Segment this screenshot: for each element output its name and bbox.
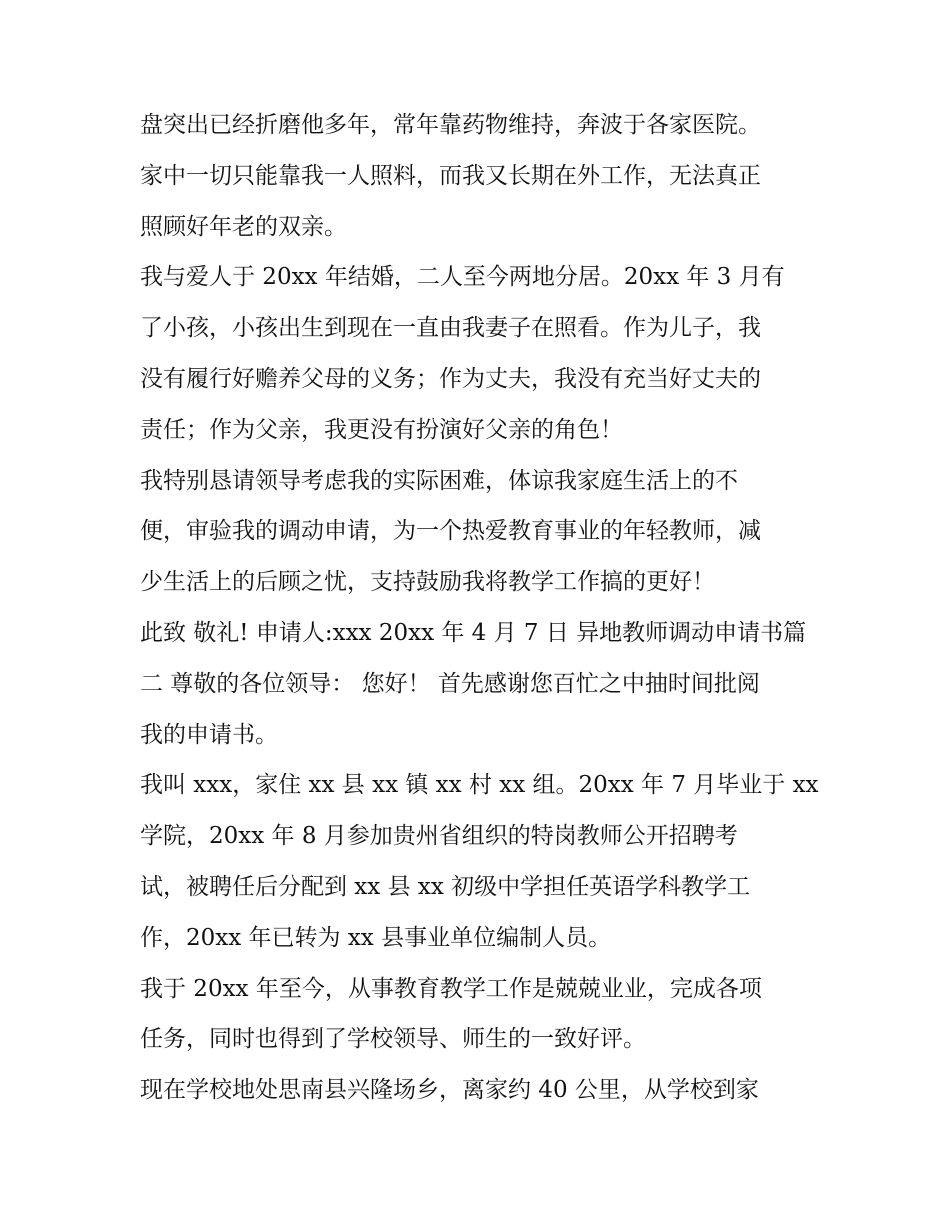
text-line: 作，20xx 年已转为 xx 县事业单位编制人员。: [140, 924, 612, 951]
text-line: 学院，20xx 年 8 月参加贵州省组织的特岗教师公开招聘考: [140, 823, 738, 850]
text-line: 我与爱人于 20xx 年结婚，二人至今两地分居。20xx 年 3 月有: [140, 264, 785, 291]
text-line: 任务，同时也得到了学校领导、师生的一致好评。: [140, 1026, 646, 1053]
text-line: 少生活上的后顾之忧，支持鼓励我将教学工作搞的更好！: [140, 569, 715, 596]
text-line: 家中一切只能靠我一人照料，而我又长期在外工作，无法真正: [140, 162, 761, 189]
text-line: 试，被聘任后分配到 xx 县 xx 初级中学担任英语学科教学工: [140, 873, 751, 900]
text-line: 没有履行好赡养父母的义务；作为丈夫，我没有充当好丈夫的: [140, 365, 761, 392]
text-line: 了小孩，小孩出生到现在一直由我妻子在照看。作为儿子，我: [140, 315, 761, 342]
text-line: 此致 敬礼! 申请人:xxx 20xx 年 4 月 7 日 异地教师调动申请书篇: [140, 619, 807, 646]
text-line: 我于 20xx 年至今，从事教育教学工作是兢兢业业，完成各项: [140, 975, 762, 1002]
text-line: 我叫 xxx，家住 xx 县 xx 镇 xx 村 xx 组。20xx 年 7 月毕业于 xx: [140, 772, 819, 799]
text-line: 照顾好年老的双亲。: [140, 213, 347, 240]
text-line: 便，审验我的调动申请，为一个热爱教育事业的年轻教师，减: [140, 518, 761, 545]
text-line: 责任；作为父亲，我更没有扮演好父亲的角色！: [140, 416, 623, 443]
text-line: 我特别恳请领导考虑我的实际困难，体谅我家庭生活上的不: [140, 467, 738, 494]
text-line: 二 尊敬的各位领导： 您好！ 首先感谢您百忙之中抽时间批阅: [140, 670, 760, 697]
text-line: 现在学校地处思南县兴隆场乡，离家约 40 公里，从学校到家: [140, 1077, 759, 1104]
text-line: 我的申请书。: [140, 721, 278, 748]
text-line: 盘突出已经折磨他多年，常年靠药物维持，奔波于各家医院。: [140, 112, 761, 138]
document-body: [140, 100, 820, 1116]
